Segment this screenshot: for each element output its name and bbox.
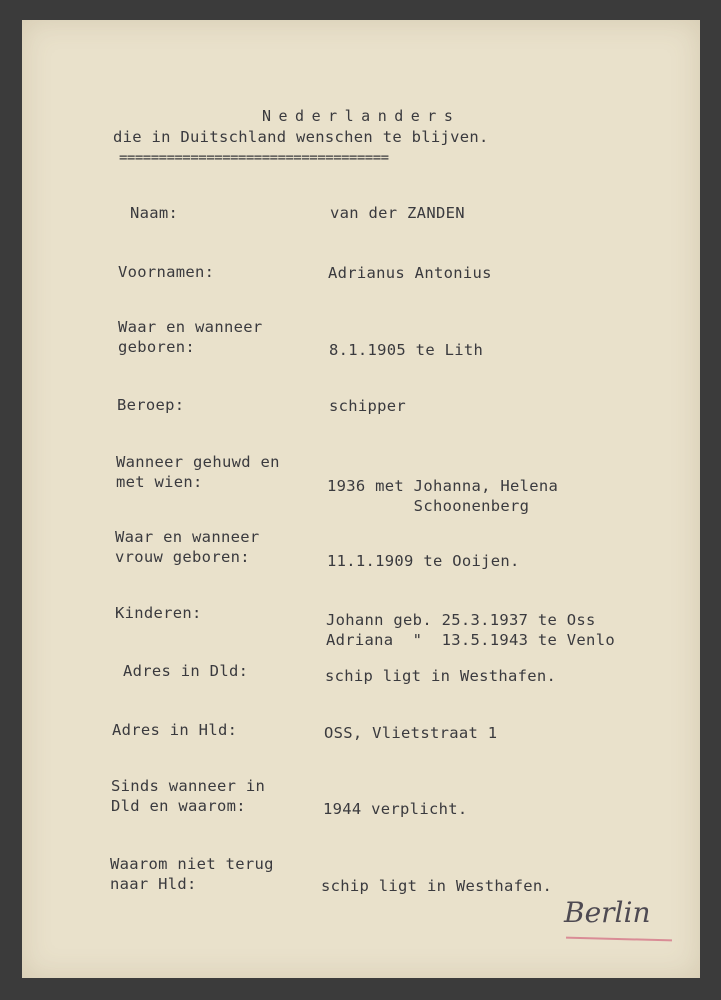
field-value-adres-hld: OSS, Vlietstraat 1: [324, 724, 498, 742]
document-page: [22, 20, 700, 978]
field-value-kinderen: Johann geb. 25.3.1937 te Oss Adriana " 13.5.1943 te Venlo: [326, 611, 615, 649]
field-value-beroep: schipper: [329, 397, 407, 415]
field-value-sinds: 1944 verplicht.: [323, 800, 468, 818]
field-label-vrouw-geboren: Waar en wanneer vrouw geboren:: [115, 528, 260, 566]
document-subtitle: die in Duitschland wenschen te blijven.: [113, 128, 489, 146]
field-label-beroep: Beroep:: [117, 396, 185, 414]
field-label-voornamen: Voornamen:: [118, 263, 215, 281]
field-label-adres-dld: Adres in Dld:: [123, 662, 249, 680]
field-label-naam: Naam:: [130, 204, 179, 222]
title-underline: ==================================: [119, 150, 389, 166]
field-label-geboren: Waar en wanneer geboren:: [118, 318, 263, 356]
handwritten-annotation: Berlin: [564, 896, 651, 929]
field-label-sinds: Sinds wanneer in Dld en waarom:: [111, 777, 266, 815]
field-value-adres-dld: schip ligt in Westhafen.: [325, 667, 557, 685]
field-value-vrouw-geboren: 11.1.1909 te Ooijen.: [327, 552, 520, 570]
field-label-gehuwd: Wanneer gehuwd en met wien:: [116, 453, 280, 491]
field-value-voornamen: Adrianus Antonius: [328, 264, 492, 282]
field-label-adres-hld: Adres in Hld:: [112, 721, 238, 739]
field-value-geboren: 8.1.1905 te Lith: [329, 341, 484, 359]
document-title: Nederlanders: [262, 107, 461, 125]
field-value-gehuwd: 1936 met Johanna, Helena Schoonenberg: [327, 477, 559, 515]
field-label-waarom: Waarom niet terug naar Hld:: [110, 855, 274, 893]
field-label-kinderen: Kinderen:: [115, 604, 202, 622]
field-value-waarom: schip ligt in Westhafen.: [321, 877, 553, 895]
field-value-naam: van der ZANDEN: [330, 204, 465, 222]
